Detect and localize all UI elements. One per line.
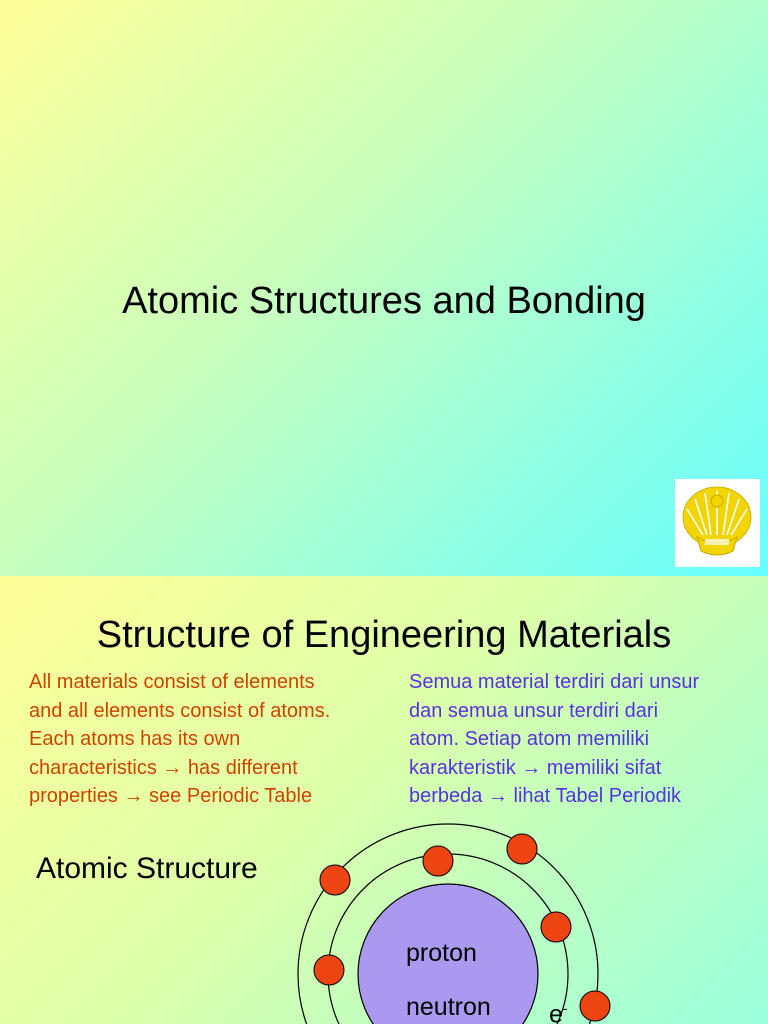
text-line: Each atoms has its own (29, 728, 241, 750)
text-line: properties → see Periodic Table (29, 785, 313, 807)
electron (320, 865, 350, 895)
proton-label: proton (406, 939, 477, 967)
electron (507, 834, 537, 864)
neutron-label: neutron (406, 993, 491, 1021)
electron-charge: - (562, 1000, 568, 1016)
text-line: berbeda → lihat Tabel Periodik (409, 785, 682, 807)
university-crest-icon (675, 479, 760, 567)
text-line: karakteristik → memiliki sifat (409, 756, 662, 779)
text-line: All materials consist of elements (29, 671, 315, 693)
text-line: dan semua unsur terdiri dari (409, 699, 659, 722)
slide-title: Atomic Structures and Bonding (122, 280, 646, 322)
content-slide (0, 576, 768, 1024)
atom-diagram (0, 576, 768, 1024)
electron (541, 912, 571, 942)
section-subheading: Atomic Structure (36, 852, 258, 885)
electron-label (549, 1000, 568, 1024)
text-line: characteristics → has different (29, 756, 298, 779)
text-line: Semua material terdiri dari unsur (409, 671, 700, 693)
electron (580, 991, 610, 1021)
electron (314, 955, 344, 985)
text-line: and all elements consist of atoms. (29, 699, 331, 722)
text-line: atom. Setiap atom memiliki (409, 728, 650, 750)
electron-symbol: e (549, 1000, 563, 1024)
slide-title: Structure of Engineering Materials (96, 614, 672, 656)
electron (423, 846, 453, 876)
